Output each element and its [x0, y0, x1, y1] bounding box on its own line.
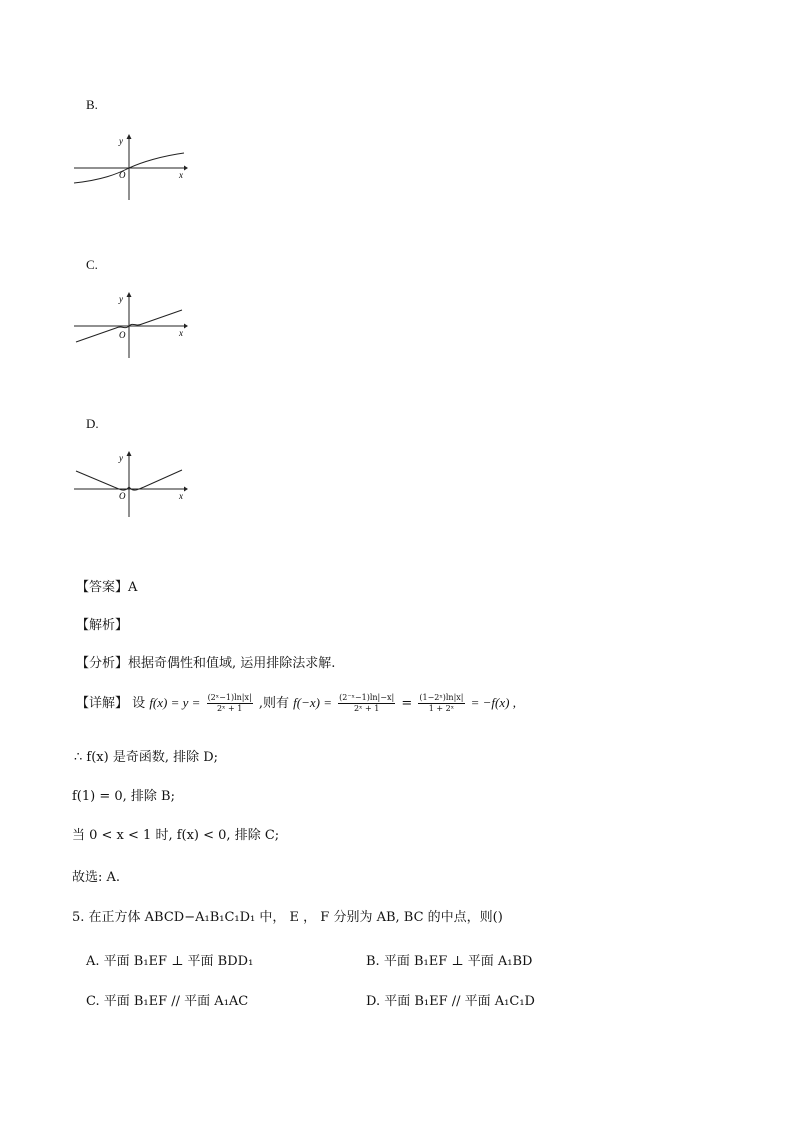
- question-5-option-a: A. 平面 B₁EF ⊥ 平面 BDD₁: [86, 954, 254, 969]
- origin-label: O: [119, 491, 126, 501]
- xiangjie-mid: ,则有: [258, 696, 289, 711]
- answer-value: A: [128, 580, 138, 595]
- option-d-graph: [72, 449, 188, 521]
- question-5-stem: 5. 在正方体 ABCD−A₁B₁C₁D₁ 中， E ， F 分别为 AB, BC 的中点，则(): [72, 910, 503, 925]
- analysis-tag: 【解析】: [76, 618, 129, 633]
- fraction-3-denominator: 1 + 2ˣ: [428, 704, 455, 713]
- option-b-graph: [72, 132, 188, 204]
- fx-expression: f(x) = y =: [149, 695, 201, 710]
- question-5-option-b: B. 平面 B₁EF ⊥ 平面 A₁BD: [366, 954, 533, 969]
- answer-tag: 【答案】: [76, 580, 129, 595]
- x-axis-label: x: [179, 170, 183, 180]
- xiangjie-line: [76, 692, 516, 714]
- fraction-3: [418, 693, 464, 714]
- question-5-option-c: C. 平面 B₁EF // 平面 A₁AC: [86, 994, 249, 1009]
- fraction-1-denominator: 2ˣ + 1: [216, 704, 243, 713]
- xiangjie-tail: = −f(x) ,: [470, 695, 516, 710]
- fraction-1-numerator: (2ˣ−1)ln|x|: [207, 693, 252, 702]
- y-axis-label: y: [119, 136, 123, 146]
- fraction-2: [338, 693, 395, 714]
- fraction-2-numerator: (2⁻ˣ−1)ln|−x|: [339, 693, 395, 702]
- step-interval: 当 0 < x < 1 时, f(x) < 0, 排除 C;: [72, 828, 280, 843]
- x-axis-label: x: [179, 491, 183, 501]
- option-d-label: D.: [86, 416, 99, 431]
- fenxi-tag: 【分析】: [76, 656, 129, 671]
- option-b-label: B.: [86, 97, 98, 112]
- step-conclusion: 故选: A.: [72, 870, 121, 885]
- y-axis-label: y: [119, 294, 123, 304]
- xiangjie-tag: 【详解】: [76, 696, 129, 711]
- question-5-option-d: D. 平面 B₁EF // 平面 A₁C₁D: [366, 994, 535, 1009]
- fraction-3-numerator: (1−2ˣ)ln|x|: [419, 693, 464, 702]
- step-f1: f(1) = 0, 排除 B;: [72, 789, 175, 804]
- y-axis-label: y: [119, 453, 123, 463]
- fraction-1: [207, 693, 253, 714]
- option-c-label: C.: [86, 257, 98, 272]
- fraction-2-denominator: 2ˣ + 1: [353, 704, 380, 713]
- fenxi-line: [76, 652, 335, 671]
- origin-label: O: [119, 330, 126, 340]
- f-negx-expression: f(−x) =: [293, 695, 332, 710]
- xiangjie-pre: 设: [132, 696, 146, 711]
- fenxi-text: 根据奇偶性和值域, 运用排除法求解.: [128, 656, 336, 671]
- x-axis-label: x: [179, 328, 183, 338]
- step-odd-function: ∴ f(x) 是奇函数, 排除 D;: [74, 750, 219, 765]
- equals-sign: =: [401, 696, 413, 711]
- origin-label: O: [119, 170, 126, 180]
- answer-line: [76, 576, 137, 595]
- option-c-graph: [72, 290, 188, 362]
